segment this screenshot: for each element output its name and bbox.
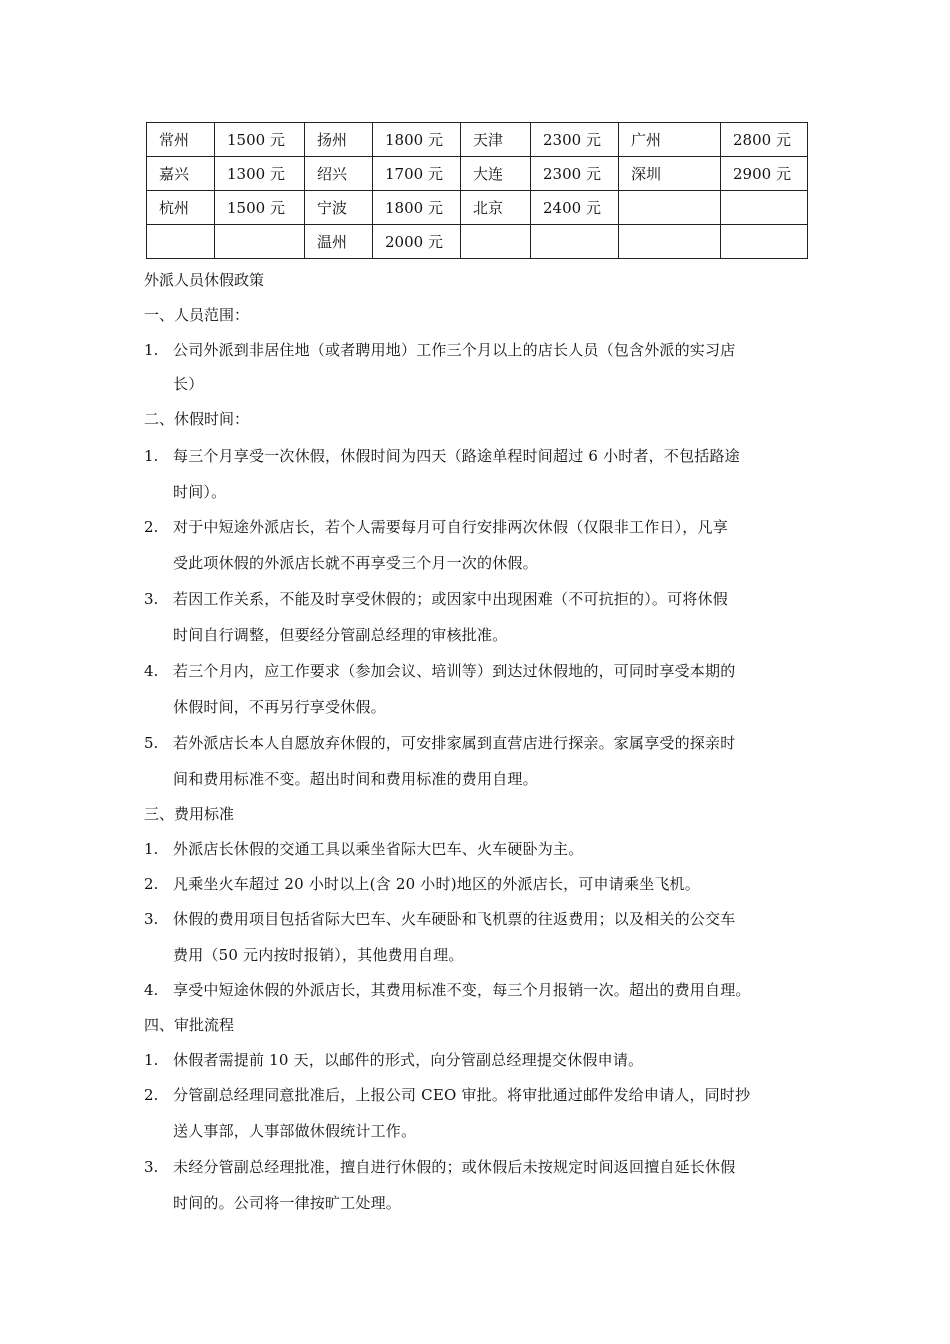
list-item: 送人事部，人事部做休假统计工作。 — [173, 1122, 417, 1140]
table-cell: 2800 元 — [721, 123, 808, 157]
table-cell: 扬州 — [305, 123, 373, 157]
list-item: 对于中短途外派店长，若个人需要每月可自行安排两次休假（仅限非工作日），凡享 — [173, 518, 728, 536]
table-cell: 1800 元 — [373, 191, 461, 225]
table-cell: 嘉兴 — [147, 157, 215, 191]
table-row — [147, 123, 808, 157]
table-cell: 1800 元 — [373, 123, 461, 157]
list-number: 3. — [144, 910, 159, 928]
table-cell — [619, 191, 721, 225]
table-cell: 温州 — [305, 225, 373, 259]
table-cell: 宁波 — [305, 191, 373, 225]
list-number: 4. — [144, 662, 159, 680]
table-cell — [147, 225, 215, 259]
table-cell: 绍兴 — [305, 157, 373, 191]
table-cell: 2400 元 — [531, 191, 619, 225]
document-title: 外派人员休假政策 — [144, 271, 265, 289]
list-item: 休假时间，不再另行享受休假。 — [173, 698, 386, 716]
list-item: 时间的。公司将一律按旷工处理。 — [173, 1194, 402, 1212]
table-cell: 1700 元 — [373, 157, 461, 191]
list-item: 每三个月享受一次休假，休假时间为四天（路途单程时间超过 6 小时者，不包括路途 — [173, 447, 740, 465]
list-item: 外派店长休假的交通工具以乘坐省际大巴车、火车硬卧为主。 — [173, 840, 584, 858]
list-item: 凡乘坐火车超过 20 小时以上(含 20 小时)地区的外派店长，可申请乘坐飞机。 — [173, 875, 700, 893]
list-number: 3. — [144, 1158, 159, 1176]
list-number: 1. — [144, 341, 159, 359]
list-number: 1. — [144, 840, 159, 858]
table-cell: 北京 — [461, 191, 531, 225]
table-row — [147, 191, 808, 225]
list-number: 1. — [144, 447, 159, 465]
list-item: 时间自行调整，但要经分管副总经理的审核批准。 — [173, 626, 508, 644]
table-cell — [215, 225, 305, 259]
section-heading: 二、休假时间： — [144, 410, 250, 428]
list-number: 2. — [144, 1086, 159, 1104]
list-number: 5. — [144, 734, 159, 752]
list-item: 休假的费用项目包括省际大巴车、火车硬卧和飞机票的往返费用；以及相关的公交车 — [173, 910, 736, 928]
list-item: 长） — [173, 375, 204, 393]
list-number: 2. — [144, 875, 159, 893]
table-cell — [619, 225, 721, 259]
table-cell: 杭州 — [147, 191, 215, 225]
list-item: 费用（50 元内按时报销），其他费用自理。 — [173, 946, 464, 964]
table-cell — [461, 225, 531, 259]
list-number: 1. — [144, 1051, 159, 1069]
table-cell: 广州 — [619, 123, 721, 157]
table-cell: 常州 — [147, 123, 215, 157]
list-item: 若三个月内，应工作要求（参加会议、培训等）到达过休假地的，可同时享受本期的 — [173, 662, 736, 680]
section-heading: 四、审批流程 — [144, 1016, 235, 1034]
list-item: 分管副总经理同意批准后，上报公司 CEO 审批。将审批通过邮件发给申请人，同时抄 — [173, 1086, 751, 1104]
list-number: 2. — [144, 518, 159, 536]
table-cell: 大连 — [461, 157, 531, 191]
list-item: 间和费用标准不变。超出时间和费用标准的费用自理。 — [173, 770, 538, 788]
table-cell — [531, 225, 619, 259]
city-cost-table — [146, 122, 808, 259]
table-cell: 1500 元 — [215, 123, 305, 157]
table-cell: 2900 元 — [721, 157, 808, 191]
section-heading: 一、人员范围： — [144, 306, 250, 324]
table-cell: 1300 元 — [215, 157, 305, 191]
list-item: 若因工作关系，不能及时享受休假的；或因家中出现困难（不可抗拒的）。可将休假 — [173, 590, 728, 608]
list-item: 未经分管副总经理批准，擅自进行休假的；或休假后未按规定时间返回擅自延长休假 — [173, 1158, 736, 1176]
table-cell — [721, 225, 808, 259]
table-cell: 天津 — [461, 123, 531, 157]
list-item: 若外派店长本人自愿放弃休假的，可安排家属到直营店进行探亲。家属享受的探亲时 — [173, 734, 736, 752]
table-row — [147, 157, 808, 191]
table-cell — [721, 191, 808, 225]
list-item: 时间）。 — [173, 483, 227, 501]
table-cell: 深圳 — [619, 157, 721, 191]
table-cell: 2300 元 — [531, 123, 619, 157]
table-cell: 2300 元 — [531, 157, 619, 191]
table-cell: 2000 元 — [373, 225, 461, 259]
list-number: 4. — [144, 981, 159, 999]
list-item: 公司外派到非居住地（或者聘用地）工作三个月以上的店长人员（包含外派的实习店 — [173, 341, 736, 359]
list-item: 受此项休假的外派店长就不再享受三个月一次的休假。 — [173, 554, 538, 572]
list-number: 3. — [144, 590, 159, 608]
list-item: 休假者需提前 10 天，以邮件的形式，向分管副总经理提交休假申请。 — [173, 1051, 644, 1069]
list-item: 享受中短途休假的外派店长，其费用标准不变，每三个月报销一次。超出的费用自理。 — [173, 981, 751, 999]
table-row — [147, 225, 808, 259]
table-cell: 1500 元 — [215, 191, 305, 225]
section-heading: 三、费用标准 — [144, 805, 235, 823]
